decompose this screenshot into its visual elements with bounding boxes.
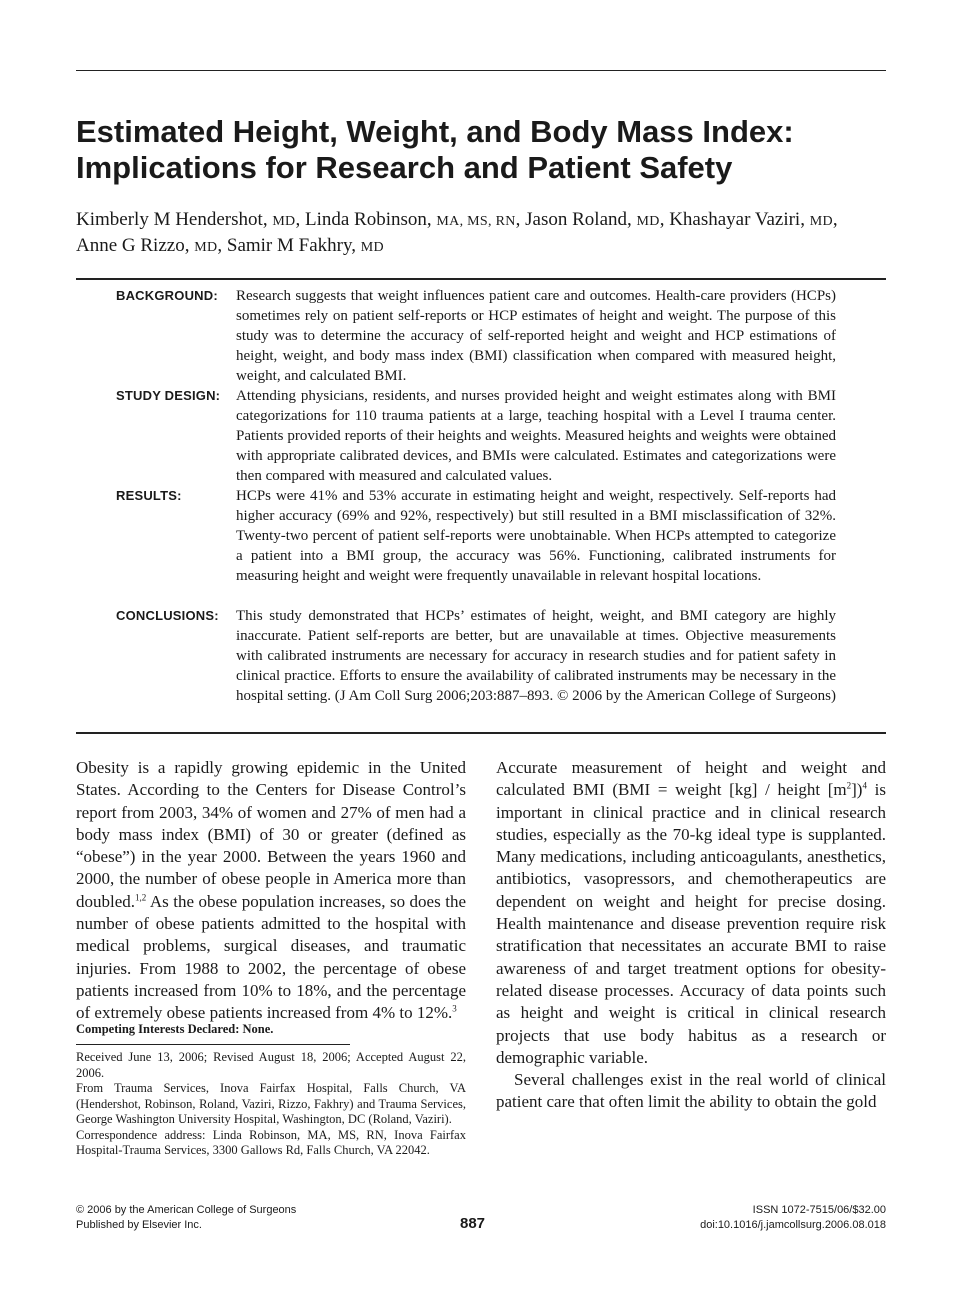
body-column-right	[496, 757, 886, 1165]
title-line-1: Estimated Height, Weight, and Body Mass Index:	[76, 114, 794, 149]
footnote-received: Received June 13, 2006; Revised August 18, 2006; Accepted August 22, 2006.	[76, 1050, 466, 1080]
author-degree: MD	[272, 214, 296, 229]
footer-left	[76, 1203, 296, 1233]
author-name: Kimberly M Hendershot	[76, 209, 263, 230]
footer-issn: ISSN 1072-7515/06/$32.00	[752, 1204, 886, 1216]
body-paragraph: Obesity is a rapidly growing epidemic in the United States. According to the Centers for Disease Control’s report from 2003, 34% of women and 27% of men had a body mass index (BMI) of 30 or greater (defined as “obese”) in the year 2000. Between the years 1960 and 2000, the number of obese people in America more than doubled.$^{1,2}$ As the obese population increases, so does the number of obese patients admitted to the hospital with medical problems, surgical diseases, and traumatic injuries. From 1988 to 2002, the percentage of obese patients increased from 10% to 18%, and the percentage of extremely obese patients increased from 4% to 12%.$^3$	[76, 758, 466, 1023]
author-degree: MD	[636, 214, 660, 229]
abstract-label: BACKGROUND:	[116, 288, 218, 303]
footer-right	[700, 1203, 886, 1233]
author-degree: MD	[194, 240, 218, 255]
title-line-2: Implications for Research and Patient Safety	[76, 150, 733, 185]
abstract-label: CONCLUSIONS:	[116, 608, 219, 623]
abstract-box	[76, 278, 886, 734]
footnote-correspondence: Correspondence address: Linda Robinson, MA, MS, RN, Inova Fairfax Hospital-Trauma Services, 3300 Gallows Rd, Falls Church, VA 22042.	[76, 1127, 466, 1157]
author-degree: MD	[809, 214, 833, 229]
author-degree: MD	[360, 240, 384, 255]
author-list: Kimberly M Hendershot, MD, Linda Robinson, MA, MS, RN, Jason Roland, MD, Khashayar Vaziri, MD, Anne G Rizzo, MD, Samir M Fakhry, MD	[76, 209, 838, 256]
author-name: Linda Robinson	[304, 209, 427, 230]
author-name: Khashayar Vaziri	[669, 209, 801, 230]
header-rule	[76, 70, 886, 71]
body-paragraph: Accurate measurement of height and weight and calculated BMI (BMI = weight [kg] / height $[m^2])^4$ is important in clinical practice and in clinical research studies, especially as the 70-kg ideal type is supplanted. Many medications, including anticoagulants, anesthetics, antibiotics, vasopressors, and chemotherapeutics are dependent on weight and height for precise dosing. Health maintenance and disease prevention require risk stratification that necessitates an accurate BMI to raise awareness of and target treatment options for obesity-related disease processes. Accuracy of data points such as height and weight is critical in clinical research projects that use body habitus as a research or demographic variable.	[496, 758, 886, 1067]
abstract-text: Research suggests that weight influences patient care and outcomes. Health-care providers (HCPs) sometimes rely on patient self-reports or HCP estimates of height and weight. The purpose of this study was to determine the accuracy of self-reported height and weight and HCP estimations of height, weight, and body mass index (BMI) classification when compared with measured height, weight, and calculated BMI.	[236, 288, 836, 384]
author-name: Anne G Rizzo	[76, 235, 185, 256]
abstract-text: Attending physicians, residents, and nurses provided height and weight estimates along with BMI categorizations for 110 trauma patients at a large, teaching hospital with a Level I trauma center. Patients provided reports of their heights and weights. Measured heights and weights were obtained with appropriate calibrated devices, and BMIs were calculated. Estimates and categorizations were then compared with measured and calculated values.	[236, 388, 836, 484]
page-number: 887	[460, 1215, 486, 1232]
abstract-text: This study demonstrated that HCPs’ estimates of height, weight, and BMI category are highly inaccurate. Patient self-reports are better, but are unavailable at times. Objective measurements with calibrated instruments are necessary for accuracy in research studies and for patient safety in clinical practice. Efforts to ensure the availability of calibrated instruments may be necessary in the hospital setting. (J Am Coll Surg 2006;203:887–893. © 2006 by the American College of Surgeons)	[236, 608, 836, 704]
footnote-affiliation: From Trauma Services, Inova Fairfax Hospital, Falls Church, VA (Hendershot, Robinson, Roland, Vaziri, Rizzo, Fakhry) and Trauma Services, George Washington University Hospital, Washington, DC (Roland, Vaziri).	[76, 1081, 466, 1126]
author-name: Samir M Fakhry	[226, 235, 352, 256]
body-column-left	[76, 757, 466, 1023]
footnotes	[76, 1050, 466, 1159]
competing-interests: Competing Interests Declared: None.	[76, 1022, 274, 1036]
citation-superscript: 3	[452, 1003, 457, 1014]
footer-doi: doi:10.1016/j.jamcollsurg.2006.08.018	[700, 1219, 886, 1231]
footer-publisher: Published by Elsevier Inc.	[76, 1219, 202, 1231]
author-name: Jason Roland	[525, 209, 628, 230]
author-degree: MA, MS, RN	[436, 214, 516, 229]
footnote-rule	[76, 1044, 350, 1045]
abstract-label: STUDY DESIGN:	[116, 388, 221, 403]
article-title	[76, 114, 886, 186]
citation-superscript: 4	[862, 780, 867, 791]
citation-superscript: 1,2	[135, 892, 147, 903]
footer-copyright: © 2006 by the American College of Surgeons	[76, 1204, 297, 1216]
abstract-text: HCPs were 41% and 53% accurate in estimating height and weight, respectively. Self-reports had higher accuracy (69% and 92%, respectively) but still resulted in a BMI misclassification of 32%. Twenty-two percent of patient self-reports were unobtainable. When HCPs attempted to categorize a patient into a BMI group, the accuracy was 56%. Functioning, calibrated instruments for measuring height and weight were frequently unavailable in relevant hospital locations.	[236, 488, 836, 584]
abstract-label: RESULTS:	[116, 488, 182, 503]
body-paragraph: Several challenges exist in the real world of clinical patient care that often limit the ability to obtain the gold	[496, 1070, 886, 1112]
